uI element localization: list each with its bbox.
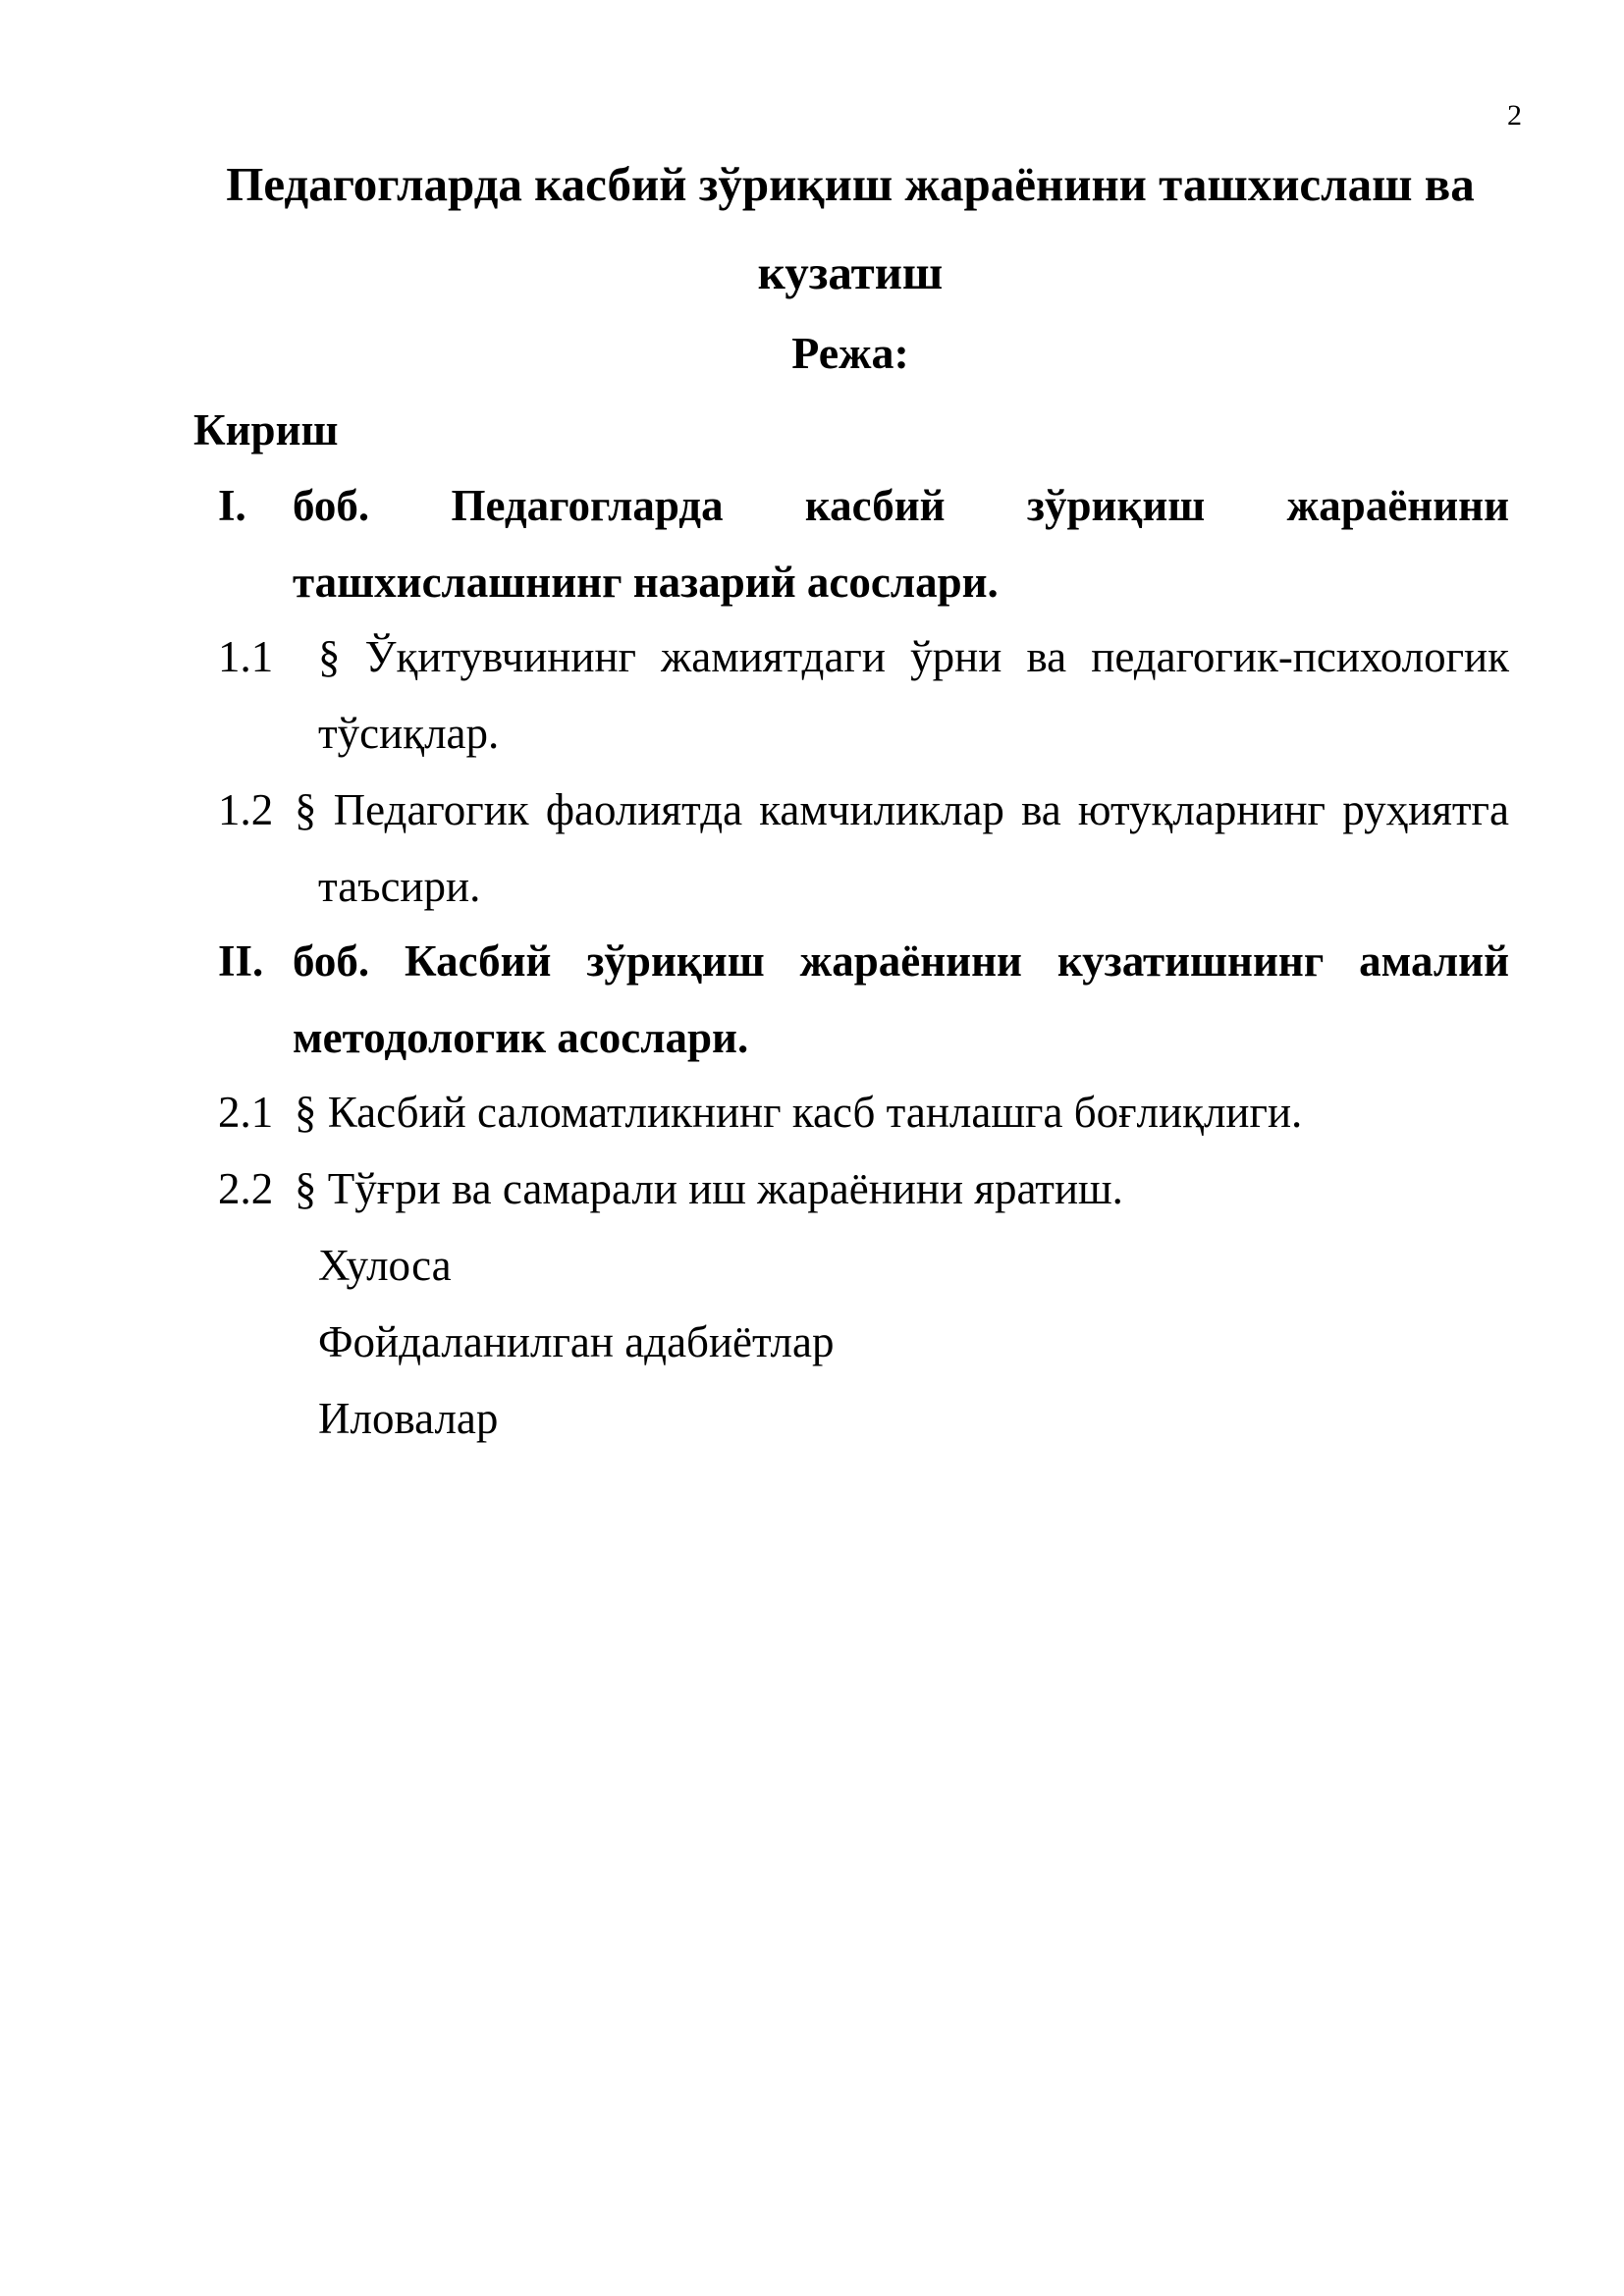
plan-heading: Режа: (791, 328, 909, 378)
toc-entry-line-1: боб. Педагогларда касбий зўриқиш жараёнини (293, 481, 1509, 530)
toc-entry-line-1: § Ўқитувчининг жамиятдаги ўрни ва педагогик-психологик (318, 632, 1509, 681)
toc-conclusion: Хулоса (318, 1241, 452, 1290)
toc-chapter-2 (218, 923, 1509, 1076)
toc-references: Фойдаланилган адабиётлар (318, 1317, 835, 1366)
toc-appendices: Иловалар (318, 1394, 499, 1443)
toc-section-2-2 (218, 1150, 1509, 1227)
document-title-line-2: кузатиш (757, 245, 944, 299)
page-number: 2 (1507, 99, 1522, 132)
toc-entry-line-2: тўсиқлар. (318, 709, 500, 758)
toc-number: 1.2 (218, 785, 274, 834)
toc-section-2-1 (218, 1074, 1509, 1150)
toc-entry-line-2: таъсири. (318, 862, 481, 911)
toc-section-1-1 (218, 618, 1509, 772)
toc-entry-line-2: ташхислашнинг назарий асослари. (293, 558, 999, 607)
toc-number: 2.2 (218, 1164, 274, 1213)
toc-chapter-1 (218, 467, 1509, 620)
toc-entry-line-1: § Тўғри ва самарали иш жараёнини яратиш. (295, 1164, 1123, 1213)
toc-number: 2.1 (218, 1088, 274, 1137)
toc-entry-line-1: боб. Касбий зўриқиш жараёнини кузатишнинг амалий (293, 936, 1509, 986)
toc-intro: Кириш (193, 405, 339, 454)
toc-entry-line-1: § Касбий саломатликнинг касб танлашга боғлиқлиги. (295, 1088, 1303, 1137)
toc-entry-line-1: § Педагогик фаолиятда камчиликлар ва ютуқларнинг руҳиятга (295, 785, 1509, 834)
toc-section-1-2 (218, 772, 1509, 925)
toc-entry-line-2: методологик асослари. (293, 1013, 749, 1062)
toc-number: I. (218, 481, 246, 530)
document-title-line-1: Педагогларда касбий зўриқиш жараёнини ташхислаш ва (226, 157, 1475, 211)
toc-number: 1.1 (218, 632, 274, 681)
toc-number: II. (218, 936, 264, 986)
